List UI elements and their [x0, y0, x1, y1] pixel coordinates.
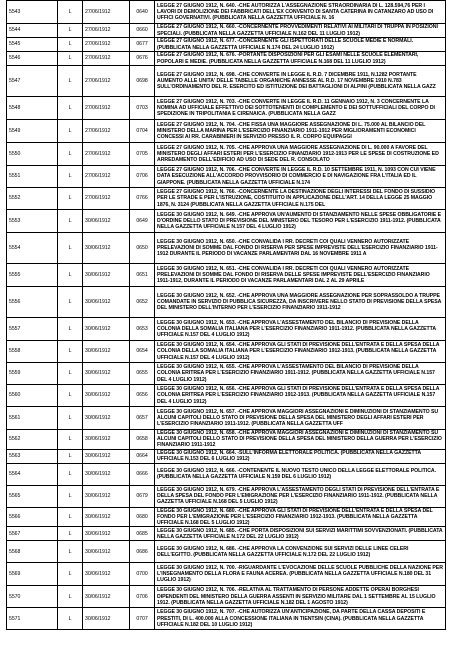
- table-row: [7, 407, 446, 430]
- row-act-number: 0655: [130, 363, 155, 385]
- law-register-table: [6, 0, 446, 630]
- table-row: [7, 233, 446, 264]
- table-row: [7, 507, 446, 527]
- row-date: 27/06/1912: [83, 52, 130, 66]
- table-row: [7, 586, 446, 608]
- table-row: [7, 188, 446, 210]
- row-act-number: 0677: [130, 38, 155, 52]
- row-description: LEGGE 30 GIUGNO 1912, N. 706. -RELATIVA AL TRATTAMENTO DI PERSONE ADDETTE OPERAI BORGHESI DIPENDENTI DEL MINISTERO DELLA GUERRA ASSENTI IN SERVIZIO MILITARE DAL 1 SETTEMBRE AL 15 LUGLIO 1912. (PUBBLICATA NELLA GAZZETTA UFFICIALE N.182 DEL 1 AGOSTO 1912): [155, 586, 446, 608]
- row-act-number: 0650: [130, 233, 155, 264]
- row-description: LEGGE 27 GIUGNO 1912, N. 677. -CONCERNENTE GLI ISPETTORATI DELLE SCUOLE MEDIE E NORMALI. (PUBBLICATA NELLA GAZZETTA UFFICIALE N.174 DEL 24 LUGLIO 1912): [155, 38, 446, 52]
- table-row: [7, 563, 446, 586]
- row-description: LEGGE 27 GIUGNO 1912, N. 698. -CHE CONVERTE IN LEGGE IL R.D. 7 DICEMBRE 1911, N.1282 PORTANTE AUMENTO ALLE UNITA' DELLE TABELLE ORGANICHE ANNESSE AL R.D. 17 NOVEMBRE 1910 N.783 SULL'ORDINAMENTO DEL R. ESERCITO ED ISTITUZIONE DEI BATTAGLIONI DI ALPINI (PUBBLICATA NELLA GAZZ: [155, 66, 446, 97]
- row-description: LEGGE 30 GIUGNO 1912, N. 685. -CHE PORTA DISPOSIZIONI SUI SERVIZI MARITTIMI SOVVENZIONATI. (PUBBLICATA NELLA GAZZETTA UFFICIALE N.172 DEL 22 LUGLIO 1912): [155, 527, 446, 541]
- row-act-number: 0654: [130, 341, 155, 363]
- row-number: 5571: [7, 608, 58, 630]
- row-description: LEGGE 30 GIUGNO 1912, N. 650. -CHE CONVALIDA I RR. DECRETI COI QUALI VENNERO AUTORIZZATE PRELEVAZIONI DI SOMME DAL FONDO DI RISERVA PER SPESE IMPREVISTE DELL'ESERCIZIO FINANZIARIO 1911-1912 DURANTE IL PERIODO DI VACANZE PARLAMENTARI DAL 16 NOVEMBRE 1911 A: [155, 233, 446, 264]
- row-act-number: 0680: [130, 507, 155, 527]
- table-row: [7, 24, 446, 38]
- row-date: 27/06/1912: [83, 97, 130, 120]
- row-act-number: 0706: [130, 166, 155, 188]
- row-type-letter: L: [58, 407, 83, 430]
- row-date: 27/06/1912: [83, 38, 130, 52]
- row-description: LEGGE 30 GIUGNO 1912, N. 686. -CHE APPROVA LA CONVENZIONE SUI SERVIZI DELLE LINEE CELERI DELL'EGITTO. (PUBBLICATA NELLA GAZZETTA UFFICIALE N.172 DEL 22 LUGLIO 1912): [155, 541, 446, 563]
- row-description: LEGGE 30 GIUGNO 1912, N. 655. -CHE APPROVA L'ASSESTAMENTO DEL BILANCIO DI PREVISIONE DELLA COLONIA ERITREA PER L'ESERCIZIO FINANZIARIO 1911-1912. (PUBBLICATA NELLA GAZZETTA UFFICIALE N.157 DEL 4 LUGLIO 1912): [155, 363, 446, 385]
- row-number: 5566: [7, 507, 58, 527]
- row-type-letter: L: [58, 541, 83, 563]
- row-act-number: 0707: [130, 608, 155, 630]
- row-description: LEGGE 30 GIUGNO 1912, N. 654. -CHE APPROVA GLI STATI DI PREVISIONE DELL'ENTRATA E DELLA SPESA DELLA COLONIA DELLA SOMALIA ITALIANA PER L'ESERCIZIO FINANZIARIO 1912-1913. (PUBBLICATA NELLA GAZZETTA UFFICIALE N.157 DEL 4 LUGLIO 1912): [155, 341, 446, 363]
- row-description: LEGGE 27 GIUGNO 1912, N. 766. -CONCERNENTE LA DESTINAZIONE DEGLI INTERESSI DEL FONDO DI SUSSIDIO PER LE STRADE E PER L'ISTRUZIONE, COSTITUITO IN APPLICAZIONE DELL'ART. 14 DELLA LEGGE 25 MAGGIO 1876, N. 3124 (PUBBLICATA NELLA GAZZETTA UFFICIALE N.175 DEL: [155, 188, 446, 210]
- row-type-letter: L: [58, 608, 83, 630]
- row-date: 27/06/1912: [83, 188, 130, 210]
- row-act-number: 0700: [130, 563, 155, 586]
- row-number: 5546: [7, 52, 58, 66]
- row-number: 5544: [7, 24, 58, 38]
- table-row: [7, 97, 446, 120]
- row-act-number: 0653: [130, 318, 155, 341]
- row-number: 5554: [7, 233, 58, 264]
- row-date: 30/06/1912: [83, 233, 130, 264]
- row-description: LEGGE 30 GIUGNO 1912, N. 658. -CHE APPROVA MAGGIORI ASSEGNAZIONI E DIMINUZIONI DI STANZIAMENTO SU ALCUNI CAPITOLI DELLO STATO DI PREVISIONE DELLA SPESA DEL MINISTERO DELLA GUERRA PER L'ESERCIZIO FINANZIARIO 1911-1912: [155, 430, 446, 450]
- row-act-number: 0652: [130, 287, 155, 318]
- row-number: 5560: [7, 385, 58, 407]
- row-type-letter: L: [58, 97, 83, 120]
- row-number: 5543: [7, 1, 58, 24]
- row-number: 5556: [7, 287, 58, 318]
- table-row: [7, 66, 446, 97]
- row-number: 5553: [7, 210, 58, 233]
- table-row: [7, 264, 446, 287]
- row-act-number: 0660: [130, 24, 155, 38]
- row-type-letter: L: [58, 463, 83, 485]
- row-number: 5545: [7, 38, 58, 52]
- row-description: LEGGE 30 GIUGNO 1912, N. 651. -CHE CONVALIDA I RR. DECRETI COI QUALI VENNERO AUTORIZZATE PRELEVAZIONI DI SOMME DAL FONDO DI RISERVA DELLE SPESE IMPREVISTE DELL'ESERCIZIO FINANZIARIO 1911-1912, DURANTE IL PERIODO DI VACANZE PARLAMENTARI DAL 2 AL 29 APRILE: [155, 264, 446, 287]
- row-description: LEGGE 27 GIUGNO 1912, N. 704. -CHE FISSA UNA MAGGIORE ASSEGNAZIONE DI L. 75.000 AL BILANCIO DEL MINISTERO DELLA MARINA PER L'ESERCIZIO FINANZIARIO 1911-1912 PER MIGLIORAMENTI ECONOMICI CONCESSI AI RR. CARABINIERI IN SERVIZIO PRESSO IL R. CORPO EQUIPAGGI: [155, 120, 446, 143]
- row-number: 5564: [7, 463, 58, 485]
- row-date: 30/06/1912: [83, 507, 130, 527]
- row-act-number: 0705: [130, 143, 155, 166]
- row-description: LEGGE 30 GIUGNO 1912, N. 679. -CHE APPROVA L'ASSESTAMENTO DEGLI STATI DI PREVISIONE DELL'ENTRATA E DELLA SPESA DEL FONDO PER L'EMIGRAZIONE PER L'ESERCIZIO FINANZIARIO 1911-1912. (PUBBLICATA NELLA GAZZETTA UFFICIALE N.168 DEL 5 LUGLIO 1912): [155, 485, 446, 507]
- table-row: [7, 485, 446, 507]
- row-number: 5552: [7, 188, 58, 210]
- row-date: 27/06/1912: [83, 143, 130, 166]
- table-row: [7, 608, 446, 630]
- row-number: 5555: [7, 264, 58, 287]
- row-act-number: 0666: [130, 463, 155, 485]
- row-description: LEGGE 27 GIUGNO 1912, N. 705. -CHE APPROVA UNA MAGGIORE ASSEGNAZIONE DI L. 90.000 A FAVORE DEL MINISTERO DEGLI AFFARI ESTERI PER L'ESERCIZIO FINANZIARIO 1912-1913 PER LE SPESE DI COSTRUZIONE ED ARREDAMENTO DELL'EDIFICIO AD USO DI SEDE DEL R. CONSOLATO: [155, 143, 446, 166]
- table-row: [7, 166, 446, 188]
- row-number: 5557: [7, 318, 58, 341]
- row-date: 27/06/1912: [83, 120, 130, 143]
- row-act-number: 0658: [130, 430, 155, 450]
- row-number: 5558: [7, 341, 58, 363]
- row-date: 30/06/1912: [83, 341, 130, 363]
- row-type-letter: L: [58, 120, 83, 143]
- row-description: LEGGE 30 GIUGNO 1912, N. 656. -CHE APPROVA GLI STATI DI PREVISIONE DELL'ENTRATA E DELLA SPESA DELLA COLONIA ERITREA PER L'ESERCIZIO FINANZIARIO 1912-1913. (PUBBLICATA NELLA GAZZETTA UFFICIALE N.157 DEL 4 LUGLIO 1912): [155, 385, 446, 407]
- row-description: LEGGE 30 GIUGNO 1912, N. 653. -CHE APPROVA L'ASSESTAMENTO DEL BILANCIO DI PREVISIONE DELLA COLONIA DELLA SOMALIA ITALIANA PER L'ESERCIZIO FINANZIARIO 1911-1912. (PUBBLICATA NELLA GAZZETTA UFFICIALE N.157 DEL 4 LUGLIO 1912): [155, 318, 446, 341]
- row-date: 30/06/1912: [83, 449, 130, 463]
- table-row: [7, 318, 446, 341]
- row-number: 5569: [7, 563, 58, 586]
- row-type-letter: L: [58, 233, 83, 264]
- table-row: [7, 287, 446, 318]
- row-description: LEGGE 30 GIUGNO 1912, N. 664. -SULL'INFORMA ELETTORALE POLITICA. (PUBBLICATA NELLA GAZZETTA UFFICIALE N.153 DEL 6 LUGLIO 1912): [155, 449, 446, 463]
- table-row: [7, 527, 446, 541]
- row-type-letter: L: [58, 485, 83, 507]
- row-act-number: 0704: [130, 120, 155, 143]
- row-act-number: 0640: [130, 1, 155, 24]
- row-act-number: 0676: [130, 52, 155, 66]
- row-date: 30/06/1912: [83, 318, 130, 341]
- table-row: [7, 363, 446, 385]
- row-date: 30/06/1912: [83, 264, 130, 287]
- row-description: LEGGE 30 GIUGNO 1912, N. 649. -CHE APPROVA UN'AUMENTO DI STANZIAMENTO NELLE SPESE OBBLIGATORIE E D'ORDINE DELLO STATO DI PREVISIONE DEL MINISTERO DEL TESORO PER L'ESERCIZIO 1911-1912. (PUBBLICATA NELLA GAZZETTA UFFICIALE N.157 DEL 4 LUGLIO 1912): [155, 210, 446, 233]
- row-type-letter: L: [58, 1, 83, 24]
- row-description: LEGGE 30 GIUGNO 1912, N. 652. -CHE APPROVA UNA MAGGIORE ASSEGNAZIONE PER SOPRASSOLDO A TRUPPE COMANDATE IN SERVIZIO DI PUBBLICA SICUREZZA, DA INSCRIVERE NELLO STATO DI PREVISIONE DELLA SPESA DEL MINISTERO DELL'INTERNO PER L'ESERCIZIO FINANZIARIO 1911-1912: [155, 287, 446, 318]
- row-description: LEGGE 30 GIUGNO 1912, N. 680. -CHE APPROVA GLI STATI DI PREVISIONE DELL'ENTRATA E DELLA SPESA DEL FONDO PER L'EMIGRAZIONE PER L'ESERCIZIO FINANZIARIO 1912-1913. (PUBBLICATA NELLA GAZZETTA UFFICIALE N.168 DEL 5 LUGLIO 1912): [155, 507, 446, 527]
- row-date: 27/06/1912: [83, 24, 130, 38]
- row-date: 27/06/1912: [83, 166, 130, 188]
- row-number: 5567: [7, 527, 58, 541]
- row-number: 5549: [7, 120, 58, 143]
- row-number: 5561: [7, 407, 58, 430]
- row-type-letter: L: [58, 527, 83, 541]
- row-type-letter: L: [58, 318, 83, 341]
- row-date: 30/06/1912: [83, 527, 130, 541]
- row-act-number: 0649: [130, 210, 155, 233]
- row-date: 30/06/1912: [83, 363, 130, 385]
- row-type-letter: L: [58, 52, 83, 66]
- row-number: 5551: [7, 166, 58, 188]
- row-type-letter: L: [58, 210, 83, 233]
- row-type-letter: L: [58, 38, 83, 52]
- row-act-number: 0706: [130, 586, 155, 608]
- row-number: 5550: [7, 143, 58, 166]
- table-row: [7, 385, 446, 407]
- table-row: [7, 210, 446, 233]
- row-act-number: 0657: [130, 407, 155, 430]
- table-row: [7, 430, 446, 450]
- row-date: 30/06/1912: [83, 385, 130, 407]
- row-type-letter: L: [58, 166, 83, 188]
- row-number: 5559: [7, 363, 58, 385]
- row-act-number: 0685: [130, 527, 155, 541]
- row-number: 5548: [7, 97, 58, 120]
- row-date: 30/06/1912: [83, 210, 130, 233]
- row-description: LEGGE 27 GIUGNO 1912, N. 640. -CHE AUTORIZZA L'ASSEGNAZIONE STRAORDINARIA DI L. 128.594,76 PER I LAVORI DI DEMOLIZIONE DEI FABBRICATI DELL'EX CONVENTO DI SANTA CATERINA IN CATANZARO AD USO DI UFFICI GOVERNATIVI. (PUBBLICATA NELLA GAZZETTA UFFICIALE N. 16: [155, 1, 446, 24]
- row-description: LEGGE 30 GIUGNO 1912, N. 666. -CONTENENTE IL NUOVO TESTO UNICO DELLA LEGGE ELETTORALE POLITICA. (PUBBLICATA NELLA GAZZETTA UFFICIALE N.159 DEL 6 LUGLIO 1912): [155, 463, 446, 485]
- row-type-letter: L: [58, 24, 83, 38]
- row-act-number: 0686: [130, 541, 155, 563]
- row-act-number: 0698: [130, 66, 155, 97]
- row-description: LEGGE 30 GIUGNO 1912, N. 657. -CHE APPROVA MAGGIORI ASSEGNAZIONI E DIMINUZIONI DI STANZIAMENTO SU ALCUNI CAPITOLI DELLO STATO DI PREVISIONE DELLA SPESA DEL MINISTERO DEGLI AFFARI ESTERI PER L'ESERCIZIO FINANZIARIO 1911-1912. (PUBBLICATA NELLA GAZZETTA UFF: [155, 407, 446, 430]
- row-date: 27/06/1912: [83, 66, 130, 97]
- row-number: 5565: [7, 485, 58, 507]
- row-description: LEGGE 27 GIUGNO 1912, N. 660. -CONCERNENTE PROVVEDIMENTI RELATIVI AI MILITARI DI TRUPPA IN POSIZIONI SPECIALI. (PUBBLICATA NELLA GAZZETTA UFFICIALE N.162 DEL 11 LUGLIO 1912): [155, 24, 446, 38]
- table-row: [7, 1, 446, 24]
- table-row: [7, 120, 446, 143]
- row-type-letter: L: [58, 188, 83, 210]
- row-date: 30/06/1912: [83, 287, 130, 318]
- row-act-number: 0651: [130, 264, 155, 287]
- row-type-letter: L: [58, 264, 83, 287]
- table-row: [7, 38, 446, 52]
- row-type-letter: L: [58, 341, 83, 363]
- row-type-letter: L: [58, 430, 83, 450]
- row-date: 30/06/1912: [83, 463, 130, 485]
- row-type-letter: L: [58, 143, 83, 166]
- row-type-letter: L: [58, 363, 83, 385]
- row-date: 30/06/1912: [83, 430, 130, 450]
- table-row: [7, 463, 446, 485]
- row-description: LEGGE 27 GIUGNO 1912, N. 703. -CHE CONVERTE IN LEGGE IL R.D. 11 GENNAIO 1912, N. 3 CONCERNENTE LA NOMINA AD UFFICIALE EFFETTIVO DEI SOTTOTENENTI DI COMPLEMENTO E DEI SOTTUFFICIALI DEL CORPO DI SPEDIZIONE IN TRIPOLITANIA E CIRENAICA. (PUBBLICATA NELLA GAZZ: [155, 97, 446, 120]
- row-type-letter: L: [58, 563, 83, 586]
- table-row: [7, 541, 446, 563]
- row-date: 30/06/1912: [83, 608, 130, 630]
- table-row: [7, 52, 446, 66]
- row-act-number: 0664: [130, 449, 155, 463]
- row-date: 30/06/1912: [83, 485, 130, 507]
- row-act-number: 0766: [130, 188, 155, 210]
- row-act-number: 0703: [130, 97, 155, 120]
- row-date: 27/06/1912: [83, 1, 130, 24]
- row-date: 30/06/1912: [83, 541, 130, 563]
- row-number: 5568: [7, 541, 58, 563]
- row-description: LEGGE 30 GIUGNO 1912, N. 700. -RIGUARDANTE L'EVOCAZIONE DELLE SCUOLE PUBBLICHE DELLA NAZIONE PER L'INSEGNAMENTO DELLA FLORA E FAUNA ACEREA. (PUBBLICATA NELLA GAZZETTA UFFICIALE N.180 DEL 31 LUGLIO 1912): [155, 563, 446, 586]
- row-act-number: 0656: [130, 385, 155, 407]
- row-type-letter: L: [58, 385, 83, 407]
- row-type-letter: L: [58, 507, 83, 527]
- row-act-number: 0679: [130, 485, 155, 507]
- row-number: 5547: [7, 66, 58, 97]
- row-date: 30/06/1912: [83, 563, 130, 586]
- row-description: LEGGE 30 GIUGNO 1912, N. 707. -CHE AUTORIZZA UN'ANTICIPAZIONE, DA PARTE DELLA CASSA DEPOSITI E PRESTITI, DI L. 400.000 ALLA CONCESSIONE ITALIANA IN TIENTSIN (CINA). (PUBBLICATA NELLA GAZZETTA UFFICIALE N.182 DEL 10 LUGLIO 1912): [155, 608, 446, 630]
- row-type-letter: L: [58, 586, 83, 608]
- register-body: [7, 1, 446, 630]
- table-row: [7, 341, 446, 363]
- row-type-letter: L: [58, 66, 83, 97]
- table-row: [7, 143, 446, 166]
- row-description: LEGGE 27 GIUGNO 1912, N. 706. -CHE CONVERTE IN LEGGE IL R.D. 10 SETTEMBRE 1911, N. 1093 CON CUI VIENE DATA ESECUZIONE ALL'ACCORDO PROVVISORIO DI COMMERCIO E DI NAVIGAZIONE FRA L'ITALIA ED IL GIAPPONE. (PUBBLICATA NELLA GAZZETTA UFFICIALE N.174: [155, 166, 446, 188]
- row-type-letter: L: [58, 449, 83, 463]
- table-row: [7, 449, 446, 463]
- row-number: 5570: [7, 586, 58, 608]
- row-description: LEGGE 27 GIUGNO 1912, N. 676. -PORTANTE DISPOSIZIONI PER GLI ESAMI NELLE SCUOLE ELEMENTARI, POPOLARI E MEDIE. (PUBBLICATA NELLA GAZZETTA UFFICIALE N.168 DEL 11 LUGLIO 1912): [155, 52, 446, 66]
- row-date: 30/06/1912: [83, 586, 130, 608]
- row-number: 5563: [7, 449, 58, 463]
- row-number: 5562: [7, 430, 58, 450]
- row-date: 30/06/1912: [83, 407, 130, 430]
- row-type-letter: L: [58, 287, 83, 318]
